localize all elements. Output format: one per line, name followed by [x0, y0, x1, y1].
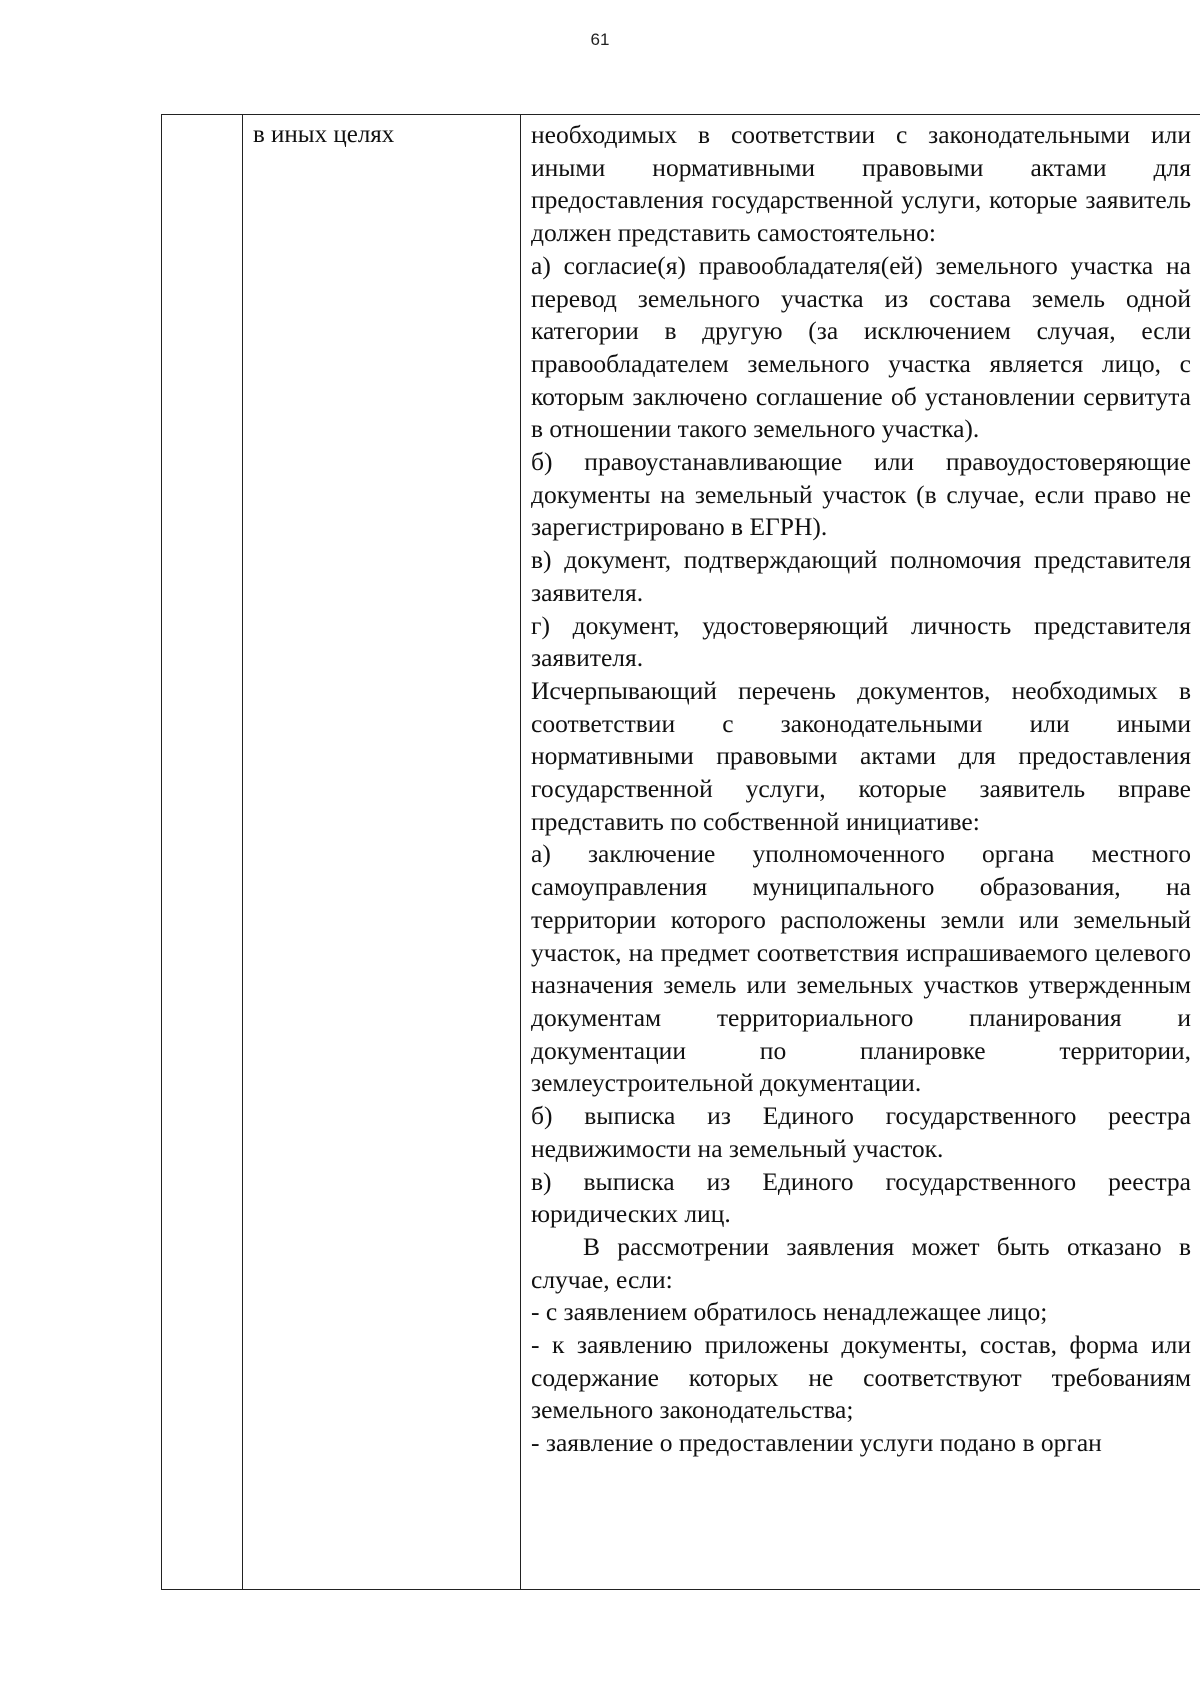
- paragraph: а) заключение уполномоченного органа местного самоуправления муниципального образования, на территории которого расположены земли или земельный участок, на предмет соответствия испрашиваемого целевого назначения земель или земельных участков утвержденным документам территориального планирования и документации по планировке территории, землеустроительной документации.: [531, 839, 1191, 1098]
- paragraph: необходимых в соответствии с законодательными или иными нормативными правовыми актами для предоставления государственной услуги, которые заявитель должен представить самостоятельно:: [531, 120, 1191, 248]
- paragraph: - с заявлением обратилось ненадлежащее лицо;: [531, 1297, 1048, 1327]
- table-cell-number: [162, 115, 243, 1590]
- paragraph: б) выписка из Единого государственного реестра недвижимости на земельный участок.: [531, 1101, 1191, 1163]
- paragraph: б) правоустанавливающие или правоудостоверяющие документы на земельный участок (в случае, если право не зарегистрировано в ЕГРН).: [531, 447, 1191, 542]
- paragraph: - заявление о предоставлении услуги подано в орган: [531, 1428, 1102, 1458]
- paragraph: в) выписка из Единого государственного реестра юридических лиц.: [531, 1166, 1191, 1229]
- paragraph: Исчерпывающий перечень документов, необходимых в соответствии с законодательными или иными нормативными правовыми актами для предоставления государственной услуги, которые заявитель вправе представить по собственной инициативе:: [531, 675, 1191, 836]
- table-cell-purpose: в иных целях: [243, 115, 521, 1590]
- paragraph: г) документ, удостоверяющий личность представителя заявителя.: [531, 610, 1191, 673]
- page-number: 61: [590, 30, 610, 49]
- document-table: [161, 114, 1200, 1590]
- paragraph: В рассмотрении заявления может быть отказано в случае, если:: [531, 1231, 1191, 1294]
- paragraph: в) документ, подтверждающий полномочия представителя заявителя.: [531, 545, 1191, 607]
- table-cell-description: [521, 115, 1200, 1590]
- table-row: [162, 115, 1200, 1590]
- paragraph: а) согласие(я) правообладателя(ей) земельного участка на перевод земельного участка из состава земель одной категории в другую (за исключением случая, если правообладателем земельного участка является лицо, с которым заключено соглашение об установлении сервитута в отношении такого земельного участка).: [531, 250, 1191, 444]
- paragraph: - к заявлению приложены документы, состав, форма или содержание которых не соответствуют требованиям земельного законодательства;: [531, 1330, 1191, 1425]
